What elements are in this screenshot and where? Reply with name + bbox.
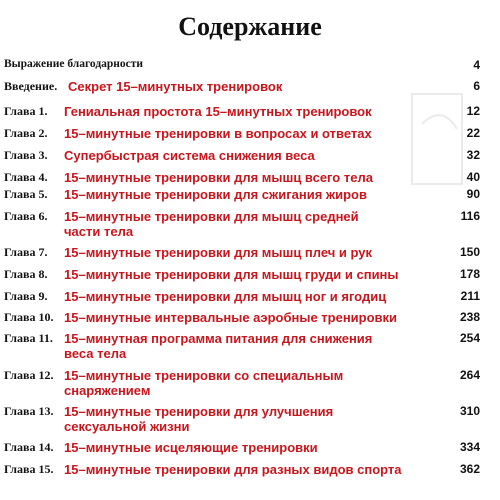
toc-page-number: 116 [460, 209, 480, 223]
toc-entry-title: 15–минутные тренировки для мышц груди и спины [64, 267, 399, 282]
toc-page-number: 334 [459, 440, 480, 454]
toc-page-number: 178 [459, 267, 480, 281]
toc-entry-title: 15–минутные интервальные аэробные тренировки [64, 310, 398, 325]
toc-entry-label: Глава 11. [4, 331, 53, 345]
toc-entry-label: Глава 3. [4, 148, 48, 162]
toc-entry-title: 15–минутные тренировки для мышц средней части тела [64, 209, 359, 239]
toc-entry-label: Глава 7. [4, 245, 48, 259]
toc-entry-title: 15–минутные тренировки для улучшения сексуальной жизни [64, 404, 334, 434]
toc-page-number: 264 [459, 368, 480, 382]
toc-entry-title: 15–минутные исцеляющие тренировки [64, 440, 318, 455]
toc-page-number: 150 [459, 245, 480, 259]
toc-entry-title: 15–минутные тренировки для мышц всего тела [64, 170, 373, 185]
toc-page-number: 310 [459, 404, 480, 418]
toc-page-number: 22 [466, 126, 480, 140]
toc-entry-title: Гениальная простота 15–минутных тренировок [64, 104, 372, 119]
toc-entry-title: 15–минутные тренировки для сжигания жиров [64, 187, 367, 202]
toc-entry-label: Глава 15. [4, 462, 54, 476]
toc-entry-label: Глава 12. [4, 368, 54, 382]
toc-entry-label: Глава 8. [4, 267, 48, 281]
toc-page-number: 90 [466, 187, 480, 201]
toc-entry-title: 15–минутная программа питания для снижения веса тела [64, 331, 373, 361]
toc-entry-title: Супербыстрая система снижения веса [64, 148, 315, 163]
toc-entry-label: Глава 2. [4, 126, 48, 140]
toc-entry-title: 15–минутные тренировки для мышц ног и ягодиц [64, 289, 387, 304]
toc-page-number: 40 [466, 170, 480, 184]
toc-entry-label: Введение. [4, 79, 58, 93]
toc-entry-label: Глава 14. [4, 440, 54, 454]
toc-page-number: 12 [466, 104, 480, 118]
toc-entry-label: Глава 4. [4, 170, 48, 184]
toc-entry-label: Глава 13. [4, 404, 54, 418]
toc-page-number: 32 [466, 148, 480, 162]
toc-entry-label: Выражение благодарности [4, 58, 144, 70]
toc-entry-label: Глава 9. [4, 289, 48, 303]
toc-page-number: 254 [459, 331, 480, 345]
toc-page-number: 6 [473, 79, 480, 93]
toc-page-number: 362 [459, 462, 480, 476]
toc-entry-title: 15–минутные тренировки для мышц плеч и рук [64, 245, 373, 260]
toc-entry-title: 15–минутные тренировки со специальным снаряжением [64, 368, 344, 398]
page-title: Содержание [178, 12, 322, 41]
toc-entry-label: Глава 5. [4, 187, 48, 201]
toc-entry-title: 15–минутные тренировки в вопросах и ответах [64, 126, 372, 141]
toc-page-number: 211 [460, 289, 480, 303]
toc-entry-label: Глава 6. [4, 209, 48, 223]
toc-entry-label: Глава 1. [4, 104, 48, 118]
toc-page-number: 238 [459, 310, 480, 324]
toc-entry-title: 15–минутные тренировки для разных видов спорта [64, 462, 402, 477]
toc-entry-title: Секрет 15–минутных тренировок [68, 79, 283, 94]
toc-entry-label: Глава 10. [4, 310, 54, 324]
toc-page-number: 4 [473, 58, 480, 72]
